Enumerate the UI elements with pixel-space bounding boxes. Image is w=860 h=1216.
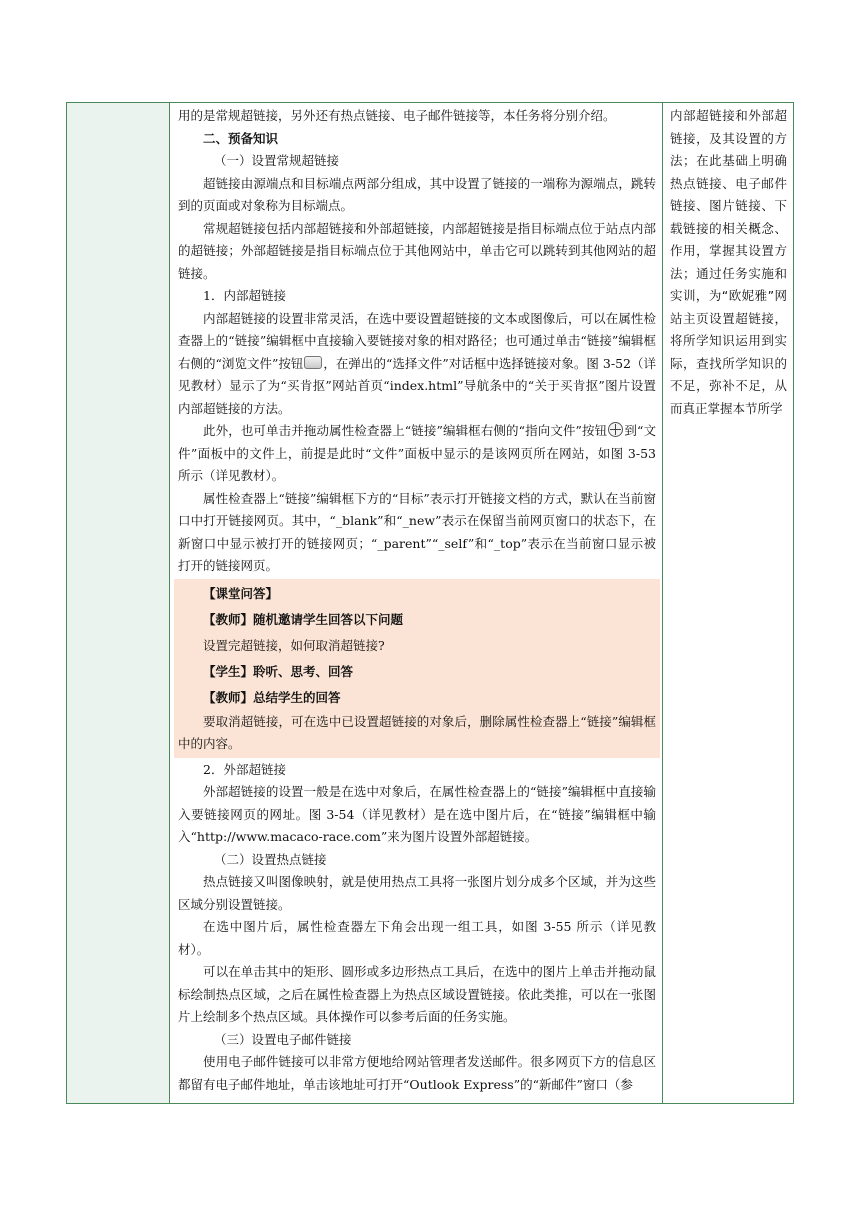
subsection-heading: （一）设置常规超链接 (214, 153, 340, 168)
body-paragraph: 使用电子邮件链接可以非常方便地给网站管理者发送邮件。很多网页下方的信息区都留有电子邮件地址，单击该地址可打开“Outlook Express”的“新邮件”窗口（参 (178, 1054, 656, 1092)
section-heading: 二、预备知识 (203, 130, 279, 146)
left-column (67, 103, 170, 1103)
right-column (662, 103, 793, 1103)
text-span: 此外，也可单击并拖动属性检查器上“链接”编辑框右侧的“指向文件”按钮 (203, 423, 608, 438)
browse-file-button-icon (304, 356, 322, 369)
intro-paragraph: 用的是常规超链接，另外还有热点链接、电子邮件链接等，本任务将分别介绍。 (178, 108, 616, 123)
text-span: 内部超链接的设置非常灵活，在选中要设置超链接的文本或图像后，可以在属性检查器上的“链接”编辑框中直接输入要链接对象的相对路径；也可通过单击“链接”编辑框右侧的“浏览文件”按钮 (178, 310, 656, 371)
qa-teacher-line: 【教师】随机邀请学生回答以下问题 (203, 611, 404, 627)
qa-answer: 要取消超链接，可在选中已设置超链接的对象后，删除属性检查器上“链接”编辑框中的内容。 (178, 713, 656, 751)
text-span: 到“文件”面板中的文件上，前提是此时“文件”面板中显示的是该网页所在网站，如图 3-53 所示（详见教材）。 (178, 423, 656, 483)
item-heading: 2．外部超链接 (203, 761, 286, 777)
body-paragraph: 外部超链接的设置一般是在选中对象后，在属性检查器上的“链接”编辑框中直接输入要链接网页的网址。图 3-54（详见教材）是在选中图片后，在“链接”编辑框中输入“http://www.macaco-race.com”来为图片设置外部超链接。 (178, 784, 656, 844)
body-paragraph: 可以在单击其中的矩形、圆形或多边形热点工具后，在选中的图片上单击并拖动鼠标绘制热点区域，之后在属性检查器上为热点区域设置链接。依此类推，可以在一张图片上绘制多个热点区域。具体操作可以参考后面的任务实施。 (178, 964, 656, 1024)
subsection-heading: （三）设置电子邮件链接 (214, 1031, 352, 1047)
body-paragraph: 热点链接又叫图像映射，就是使用热点工具将一张图片划分成多个区域，并为这些区域分别设置链接。 (178, 874, 656, 912)
qa-question: 设置完超链接，如何取消超链接? (203, 637, 385, 653)
main-content (170, 103, 664, 1096)
text-span: ，在弹出的“选择文件”对话框中选择链接对象。图 3-52（详见教材）显示了为“买肯抠”网站首页“index.html”导航条中的“关于买肯抠”图片设置内部超链接的方法。 (178, 355, 656, 416)
body-paragraph: 在选中图片后，属性检查器左下角会出现一组工具，如图 3-55 所示（详见教材）。 (178, 919, 656, 957)
lesson-table (66, 102, 794, 1104)
qa-title: 【课堂问答】 (203, 585, 279, 601)
body-paragraph: 属性检查器上“链接”编辑框下方的“目标”表示打开链接文档的方式，默认在当前窗口中打开链接网页。其中，“_blank”和“_new”表示在保留当前网页窗口的状态下，在新窗口中显示被打开的链接网页；“_parent”“_self”和“_top”表示在当前窗口显示被打开的链接网页。 (178, 490, 656, 573)
objectives-text: 内部超链接和外部超链接，及其设置的方法；在此基础上明确热点链接、电子邮件链接、图片链接、下载链接的相关概念、作用，掌握其设置方法；通过任务实施和实训，为“欧妮雅”网站主页设置超链接，将所学知识运用到实际，查找所学知识的不足，弥补不足，从而真正掌握本节所学 (670, 108, 787, 416)
main-column (170, 103, 664, 1103)
point-to-file-icon (608, 422, 623, 437)
item-heading: 1．内部超链接 (203, 288, 286, 303)
body-paragraph (178, 308, 656, 421)
subsection-heading: （二）设置热点链接 (214, 851, 327, 867)
body-paragraph: 超链接由源端点和目标端点两部分组成，其中设置了链接的一端称为源端点，跳转到的页面或对象称为目标端点。 (178, 175, 656, 213)
body-paragraph (178, 420, 656, 488)
classroom-qa-box (174, 579, 660, 758)
qa-student-line: 【学生】聆听、思考、回答 (203, 663, 354, 679)
body-paragraph: 常规超链接包括内部超链接和外部超链接，内部超链接是指目标端点位于站点内部的超链接；外部超链接是指目标端点位于其他网站中，单击它可以跳转到其他网站的超链接。 (178, 220, 656, 281)
qa-teacher-summary: 【教师】总结学生的回答 (203, 689, 341, 705)
